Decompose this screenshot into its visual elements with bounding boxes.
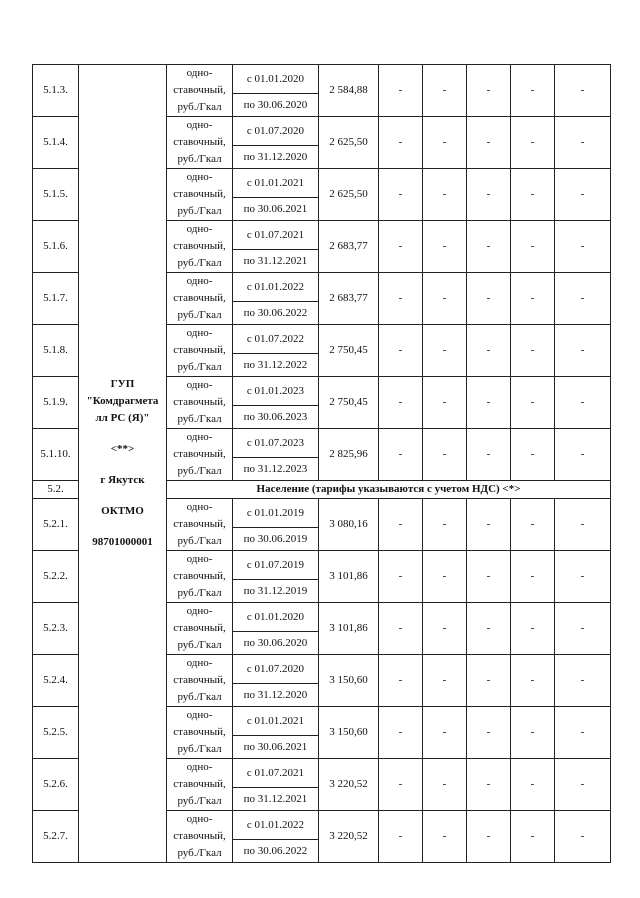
empty-value-dash: - — [467, 325, 511, 377]
period-from: с 01.07.2021 — [233, 222, 318, 250]
rate-type-line: одно- — [186, 657, 213, 669]
period-to: по 30.06.2020 — [243, 636, 308, 649]
empty-value-dash: - — [379, 707, 423, 759]
period-cell — [233, 377, 319, 429]
row-number: 5.1.3. — [33, 65, 79, 117]
rate-type-line: одно- — [186, 553, 213, 565]
empty-value-dash: - — [555, 707, 611, 759]
row-number: 5.1.9. — [33, 377, 79, 429]
rate-type-line: одно- — [186, 501, 213, 513]
rate-type-line: ставочный, — [173, 726, 226, 738]
period-from: с 01.07.2023 — [233, 430, 318, 458]
rate-type-cell — [167, 221, 233, 273]
rate-type-line: одно- — [186, 119, 213, 131]
period-cell — [233, 759, 319, 811]
rate-type-line: одно- — [186, 275, 213, 287]
tariff-value: 2 625,50 — [319, 169, 379, 221]
row-number: 5.2.1. — [33, 499, 79, 551]
rate-type-line: ставочный, — [173, 344, 226, 356]
empty-value-dash: - — [423, 117, 467, 169]
rate-type-line: одно- — [186, 431, 213, 443]
rate-type-line: ставочный, — [173, 240, 226, 252]
empty-value-dash: - — [555, 603, 611, 655]
empty-value-dash: - — [379, 169, 423, 221]
period-cell — [233, 655, 319, 707]
period-from: с 01.01.2021 — [233, 170, 318, 198]
rate-type-line: ставочный, — [173, 674, 226, 686]
oktmo-label: ОКТМО — [101, 505, 144, 517]
empty-value-dash: - — [555, 429, 611, 481]
rate-type-line: руб./Гкал — [177, 535, 222, 547]
empty-value-dash: - — [467, 551, 511, 603]
empty-value-dash: - — [423, 603, 467, 655]
empty-value-dash: - — [511, 221, 555, 273]
rate-type-line: ставочный, — [173, 778, 226, 790]
period-to: по 31.12.2020 — [243, 688, 308, 701]
section-number: 5.2. — [33, 481, 79, 499]
rate-type-cell — [167, 65, 233, 117]
empty-value-dash: - — [511, 759, 555, 811]
empty-value-dash: - — [379, 603, 423, 655]
empty-value-dash: - — [423, 811, 467, 863]
empty-value-dash: - — [555, 273, 611, 325]
tariff-value: 3 080,16 — [319, 499, 379, 551]
tariff-value: 2 625,50 — [319, 117, 379, 169]
empty-value-dash: - — [467, 273, 511, 325]
empty-value-dash: - — [379, 117, 423, 169]
tariff-value: 3 220,52 — [319, 759, 379, 811]
tariff-value: 3 220,52 — [319, 811, 379, 863]
tariff-value: 2 683,77 — [319, 273, 379, 325]
period-cell — [233, 429, 319, 481]
empty-value-dash: - — [511, 499, 555, 551]
empty-value-dash: - — [423, 169, 467, 221]
rate-type-line: ставочный, — [173, 136, 226, 148]
empty-value-dash: - — [555, 811, 611, 863]
empty-value-dash: - — [467, 811, 511, 863]
spacer — [79, 427, 166, 441]
period-from: с 01.07.2022 — [233, 326, 318, 354]
rate-type-cell — [167, 273, 233, 325]
empty-value-dash: - — [379, 221, 423, 273]
org-name-line: "Комдрагмета — [86, 395, 159, 407]
row-number: 5.1.8. — [33, 325, 79, 377]
rate-type-cell — [167, 377, 233, 429]
empty-value-dash: - — [511, 603, 555, 655]
period-to: по 30.06.2023 — [243, 410, 308, 423]
rate-type-line: руб./Гкал — [177, 847, 222, 859]
table-row — [33, 65, 611, 117]
rate-type-line: одно- — [186, 761, 213, 773]
row-number: 5.1.4. — [33, 117, 79, 169]
rate-type-cell — [167, 603, 233, 655]
empty-value-dash: - — [467, 169, 511, 221]
period-cell — [233, 707, 319, 759]
rate-type-line: одно- — [186, 171, 213, 183]
empty-value-dash: - — [511, 169, 555, 221]
empty-value-dash: - — [555, 221, 611, 273]
rate-type-line: ставочный, — [173, 448, 226, 460]
rate-type-cell — [167, 117, 233, 169]
row-number: 5.2.5. — [33, 707, 79, 759]
empty-value-dash: - — [467, 707, 511, 759]
row-number: 5.1.7. — [33, 273, 79, 325]
period-from: с 01.01.2021 — [233, 708, 318, 736]
empty-value-dash: - — [555, 655, 611, 707]
period-to: по 31.12.2021 — [243, 792, 308, 805]
period-cell — [233, 325, 319, 377]
empty-value-dash: - — [423, 65, 467, 117]
rate-type-line: руб./Гкал — [177, 795, 222, 807]
rate-type-line: ставочный, — [173, 570, 226, 582]
empty-value-dash: - — [379, 429, 423, 481]
rate-type-line: одно- — [186, 67, 213, 79]
empty-value-dash: - — [555, 65, 611, 117]
row-number: 5.2.6. — [33, 759, 79, 811]
empty-value-dash: - — [555, 499, 611, 551]
empty-value-dash: - — [379, 377, 423, 429]
rate-type-line: руб./Гкал — [177, 257, 222, 269]
tariff-value: 2 825,96 — [319, 429, 379, 481]
empty-value-dash: - — [423, 429, 467, 481]
empty-value-dash: - — [555, 169, 611, 221]
period-cell — [233, 499, 319, 551]
org-city: г Якутск — [100, 474, 145, 486]
empty-value-dash: - — [423, 655, 467, 707]
rate-type-line: одно- — [186, 223, 213, 235]
rate-type-cell — [167, 811, 233, 863]
org-name-line: ГУП — [110, 378, 135, 390]
rate-type-cell — [167, 551, 233, 603]
rate-type-line: одно- — [186, 709, 213, 721]
tariff-value: 3 101,86 — [319, 551, 379, 603]
tariff-table — [32, 64, 611, 863]
period-from: с 01.01.2022 — [233, 812, 318, 840]
empty-value-dash: - — [467, 429, 511, 481]
tariff-value: 2 750,45 — [319, 325, 379, 377]
empty-value-dash: - — [555, 117, 611, 169]
row-number: 5.1.5. — [33, 169, 79, 221]
period-cell — [233, 65, 319, 117]
rate-type-line: руб./Гкал — [177, 361, 222, 373]
rate-type-line: руб./Гкал — [177, 465, 222, 477]
period-cell — [233, 221, 319, 273]
empty-value-dash: - — [555, 759, 611, 811]
period-to: по 31.12.2020 — [243, 150, 308, 163]
oktmo-code: 98701000001 — [92, 536, 153, 548]
empty-value-dash: - — [467, 377, 511, 429]
section-title: Население (тарифы указываются с учетом НДС) <*> — [167, 481, 611, 499]
period-to: по 31.12.2019 — [243, 584, 308, 597]
rate-type-line: ставочный, — [173, 396, 226, 408]
empty-value-dash: - — [423, 325, 467, 377]
empty-value-dash: - — [511, 65, 555, 117]
empty-value-dash: - — [511, 273, 555, 325]
rate-type-cell — [167, 325, 233, 377]
spacer — [79, 520, 166, 534]
org-footnote: <**> — [110, 443, 135, 455]
rate-type-line: ставочный, — [173, 830, 226, 842]
period-to: по 30.06.2020 — [243, 98, 308, 111]
empty-value-dash: - — [555, 377, 611, 429]
org-name-line: лл РС (Я)" — [95, 412, 150, 424]
spacer — [79, 489, 166, 503]
empty-value-dash: - — [467, 759, 511, 811]
row-number: 5.2.7. — [33, 811, 79, 863]
empty-value-dash: - — [423, 551, 467, 603]
rate-type-line: ставочный, — [173, 518, 226, 530]
spacer — [79, 458, 166, 472]
empty-value-dash: - — [511, 429, 555, 481]
rate-type-line: руб./Гкал — [177, 153, 222, 165]
row-number: 5.1.6. — [33, 221, 79, 273]
period-from: с 01.01.2023 — [233, 378, 318, 406]
empty-value-dash: - — [511, 117, 555, 169]
period-cell — [233, 169, 319, 221]
empty-value-dash: - — [379, 325, 423, 377]
rate-type-cell — [167, 759, 233, 811]
row-number: 5.2.3. — [33, 603, 79, 655]
period-cell — [233, 603, 319, 655]
period-cell — [233, 551, 319, 603]
empty-value-dash: - — [379, 273, 423, 325]
empty-value-dash: - — [379, 551, 423, 603]
period-from: с 01.01.2022 — [233, 274, 318, 302]
rate-type-line: руб./Гкал — [177, 205, 222, 217]
tariff-value: 2 750,45 — [319, 377, 379, 429]
tariff-value: 2 683,77 — [319, 221, 379, 273]
rate-type-line: руб./Гкал — [177, 639, 222, 651]
empty-value-dash: - — [423, 221, 467, 273]
rate-type-cell — [167, 707, 233, 759]
period-from: с 01.01.2020 — [233, 66, 318, 94]
row-number: 5.1.10. — [33, 429, 79, 481]
empty-value-dash: - — [423, 499, 467, 551]
rate-type-line: руб./Гкал — [177, 691, 222, 703]
empty-value-dash: - — [423, 759, 467, 811]
empty-value-dash: - — [423, 377, 467, 429]
rate-type-line: одно- — [186, 813, 213, 825]
period-cell — [233, 117, 319, 169]
empty-value-dash: - — [511, 325, 555, 377]
period-to: по 31.12.2022 — [243, 358, 308, 371]
empty-value-dash: - — [379, 499, 423, 551]
period-from: с 01.01.2019 — [233, 500, 318, 528]
empty-value-dash: - — [467, 499, 511, 551]
empty-value-dash: - — [423, 707, 467, 759]
empty-value-dash: - — [555, 325, 611, 377]
rate-type-cell — [167, 499, 233, 551]
rate-type-line: руб./Гкал — [177, 309, 222, 321]
rate-type-line: руб./Гкал — [177, 743, 222, 755]
period-from: с 01.07.2019 — [233, 552, 318, 580]
empty-value-dash: - — [467, 603, 511, 655]
period-to: по 30.06.2021 — [243, 740, 308, 753]
organization-cell — [79, 65, 167, 863]
rate-type-line: одно- — [186, 379, 213, 391]
period-to: по 30.06.2019 — [243, 532, 308, 545]
rate-type-cell — [167, 655, 233, 707]
empty-value-dash: - — [379, 759, 423, 811]
period-to: по 31.12.2021 — [243, 254, 308, 267]
empty-value-dash: - — [511, 655, 555, 707]
empty-value-dash: - — [511, 551, 555, 603]
empty-value-dash: - — [379, 65, 423, 117]
empty-value-dash: - — [467, 221, 511, 273]
rate-type-cell — [167, 169, 233, 221]
empty-value-dash: - — [511, 707, 555, 759]
rate-type-line: руб./Гкал — [177, 413, 222, 425]
rate-type-line: ставочный, — [173, 622, 226, 634]
period-to: по 31.12.2023 — [243, 462, 308, 475]
rate-type-line: руб./Гкал — [177, 587, 222, 599]
period-from: с 01.07.2020 — [233, 118, 318, 146]
row-number: 5.2.2. — [33, 551, 79, 603]
period-from: с 01.07.2021 — [233, 760, 318, 788]
rate-type-line: ставочный, — [173, 292, 226, 304]
empty-value-dash: - — [467, 65, 511, 117]
tariff-value: 3 150,60 — [319, 655, 379, 707]
period-from: с 01.01.2020 — [233, 604, 318, 632]
tariff-value: 3 101,86 — [319, 603, 379, 655]
period-cell — [233, 811, 319, 863]
row-number: 5.2.4. — [33, 655, 79, 707]
period-cell — [233, 273, 319, 325]
empty-value-dash: - — [467, 655, 511, 707]
empty-value-dash: - — [511, 811, 555, 863]
empty-value-dash: - — [423, 273, 467, 325]
period-to: по 30.06.2021 — [243, 202, 308, 215]
empty-value-dash: - — [379, 655, 423, 707]
rate-type-line: руб./Гкал — [177, 101, 222, 113]
empty-value-dash: - — [511, 377, 555, 429]
period-to: по 30.06.2022 — [243, 306, 308, 319]
rate-type-cell — [167, 429, 233, 481]
empty-value-dash: - — [555, 551, 611, 603]
rate-type-line: ставочный, — [173, 188, 226, 200]
tariff-value: 3 150,60 — [319, 707, 379, 759]
period-to: по 30.06.2022 — [243, 844, 308, 857]
rate-type-line: одно- — [186, 327, 213, 339]
rate-type-line: ставочный, — [173, 84, 226, 96]
period-from: с 01.07.2020 — [233, 656, 318, 684]
empty-value-dash: - — [467, 117, 511, 169]
empty-value-dash: - — [379, 811, 423, 863]
tariff-value: 2 584,88 — [319, 65, 379, 117]
rate-type-line: одно- — [186, 605, 213, 617]
